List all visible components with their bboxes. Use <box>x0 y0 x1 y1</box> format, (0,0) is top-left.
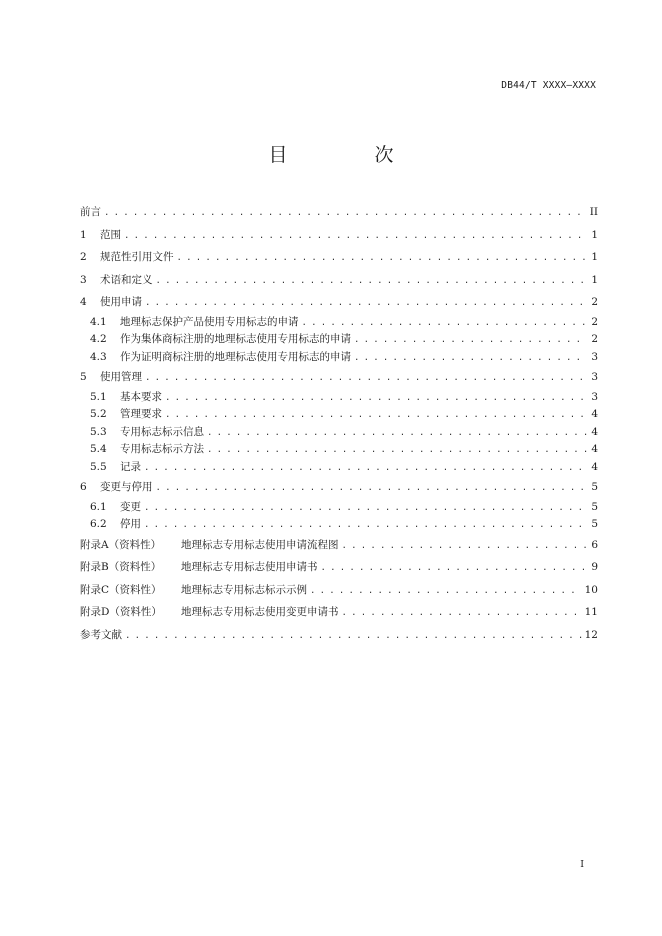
toc-entry-appendix-a[interactable] <box>80 534 598 557</box>
dot-leader <box>342 535 588 558</box>
toc-entry-1[interactable] <box>80 224 598 247</box>
dot-leader <box>207 425 587 443</box>
toc-entry-text: 地理标志保护产品使用专用标志的申请 <box>120 315 299 328</box>
toc-entry-text: 术语和定义 <box>100 273 153 286</box>
toc-entry-text: 地理标志专用标志使用变更申请书 <box>181 606 339 618</box>
toc-entry-3[interactable] <box>80 269 598 292</box>
toc-appendix-label: 附录A（资料性） <box>80 538 162 551</box>
toc-entry-number: 6.2 <box>90 518 107 530</box>
toc-entry-number: 5.1 <box>90 390 107 403</box>
dot-leader <box>125 625 582 648</box>
toc-entry-page: 3 <box>591 371 598 383</box>
toc-entry-page: 4 <box>591 443 598 455</box>
page-title: 目 次 <box>268 144 428 166</box>
toc-entry-4-3[interactable] <box>80 349 598 367</box>
toc-entry-page: 9 <box>591 561 598 573</box>
toc-entry-text: 停用 <box>120 518 141 530</box>
toc-entry-number: 1 <box>80 228 87 241</box>
toc-entry-text: 地理标志专用标志使用申请书 <box>181 561 318 573</box>
toc-entry-number: 5 <box>80 371 87 383</box>
toc-entry-5-3[interactable] <box>80 424 598 442</box>
dot-leader <box>144 460 587 478</box>
toc-entry-page: 3 <box>591 350 598 363</box>
toc-entry-page: II <box>589 206 598 218</box>
toc-entry-text: 前言 <box>80 206 101 218</box>
toc-entry-page: 12 <box>584 628 598 641</box>
toc-entry-text: 范围 <box>100 228 121 241</box>
dot-leader <box>144 517 587 535</box>
toc-entry-5-2[interactable] <box>80 406 598 424</box>
table-of-contents <box>80 201 598 646</box>
toc-entry-text: 管理要求 <box>120 408 162 420</box>
toc-entry-text: 专用标志标示信息 <box>120 425 204 438</box>
toc-entry-text: 规范性引用文件 <box>100 251 174 263</box>
toc-entry-page: 4 <box>591 425 598 438</box>
toc-entry-text: 记录 <box>120 460 141 473</box>
toc-entry-text: 变更 <box>120 500 141 513</box>
toc-entry-5-4[interactable] <box>80 441 598 459</box>
dot-leader <box>342 602 582 625</box>
toc-entry-number: 5.4 <box>90 443 107 455</box>
toc-entry-number: 5.2 <box>90 408 107 420</box>
toc-entry-page: 2 <box>591 333 598 345</box>
toc-entry-text: 专用标志标示方法 <box>120 443 204 455</box>
toc-entry-number: 4.3 <box>90 350 107 363</box>
dot-leader <box>124 225 587 248</box>
dot-leader <box>145 367 587 390</box>
toc-entry-page: 3 <box>591 390 598 403</box>
toc-entry-page: 1 <box>591 228 598 241</box>
toc-entry-page: 11 <box>584 606 598 618</box>
toc-appendix-label: 附录B（资料性） <box>80 561 162 573</box>
toc-entry-number: 4.2 <box>90 333 107 345</box>
dot-leader <box>321 557 588 580</box>
toc-entry-text: 作为集体商标注册的地理标志使用专用标志的申请 <box>120 333 351 345</box>
toc-entry-page: 5 <box>591 481 598 493</box>
dot-leader <box>165 407 587 425</box>
toc-entry-number: 5.3 <box>90 425 107 438</box>
toc-entry-number: 6.1 <box>90 500 107 513</box>
toc-entry-page: 10 <box>584 583 598 596</box>
dot-leader <box>207 442 587 460</box>
toc-entry-text: 基本要求 <box>120 390 162 403</box>
toc-entry-page: 1 <box>591 251 598 263</box>
toc-entry-4-2[interactable] <box>80 331 598 349</box>
toc-appendix-label: 附录C（资料性） <box>80 583 162 596</box>
toc-entry-text: 地理标志专用标志使用申请流程图 <box>181 538 339 551</box>
toc-entry-text: 使用申请 <box>100 296 142 308</box>
dot-leader <box>145 292 587 315</box>
toc-entry-page: 2 <box>591 315 598 328</box>
standard-code: DB44/T XXXX—XXXX <box>501 80 596 91</box>
dot-leader <box>104 202 587 225</box>
toc-entry-6-1[interactable] <box>80 499 598 517</box>
toc-entry-4-1[interactable] <box>80 314 598 332</box>
toc-entry-5-1[interactable] <box>80 389 598 407</box>
toc-entry-page: 4 <box>591 460 598 473</box>
toc-entry-4[interactable] <box>80 291 598 314</box>
toc-entry-number: 6 <box>80 481 87 493</box>
dot-leader <box>165 390 587 408</box>
dot-leader <box>302 315 588 333</box>
toc-entry-page: 6 <box>591 538 598 551</box>
toc-entry-page: 1 <box>591 273 598 286</box>
toc-entry-6-2[interactable] <box>80 516 598 534</box>
dot-leader <box>144 500 587 518</box>
toc-entry-2[interactable] <box>80 246 598 269</box>
toc-entry-appendix-d[interactable] <box>80 601 598 624</box>
toc-entry-appendix-c[interactable] <box>80 579 598 602</box>
toc-entry-6[interactable] <box>80 476 598 499</box>
toc-entry-references[interactable] <box>80 624 598 647</box>
dot-leader <box>156 477 588 500</box>
toc-entry-text: 变更与停用 <box>100 481 153 493</box>
toc-entry-number: 5.5 <box>90 460 107 473</box>
toc-entry-number: 3 <box>80 273 87 286</box>
dot-leader <box>156 270 588 293</box>
toc-entry-foreword[interactable] <box>80 201 598 224</box>
toc-entry-appendix-b[interactable] <box>80 556 598 579</box>
toc-entry-text: 使用管理 <box>100 371 142 383</box>
dot-leader <box>310 580 582 603</box>
toc-entry-5[interactable] <box>80 366 598 389</box>
toc-entry-number: 2 <box>80 251 87 263</box>
toc-entry-page: 4 <box>591 408 598 420</box>
toc-entry-text: 地理标志专用标志标示示例 <box>181 583 307 596</box>
toc-entry-page: 5 <box>591 518 598 530</box>
dot-leader <box>354 350 587 368</box>
toc-entry-page: 5 <box>591 500 598 513</box>
toc-entry-number: 4.1 <box>90 315 107 328</box>
toc-appendix-label: 附录D（资料性） <box>80 606 162 618</box>
footer-page-number: I <box>580 859 584 870</box>
toc-entry-text: 参考文献 <box>80 628 122 641</box>
dot-leader <box>354 332 587 350</box>
dot-leader <box>177 247 588 270</box>
toc-entry-5-5[interactable] <box>80 459 598 477</box>
toc-entry-text: 作为证明商标注册的地理标志使用专用标志的申请 <box>120 350 351 363</box>
toc-entry-number: 4 <box>80 296 87 308</box>
toc-entry-page: 2 <box>591 296 598 308</box>
